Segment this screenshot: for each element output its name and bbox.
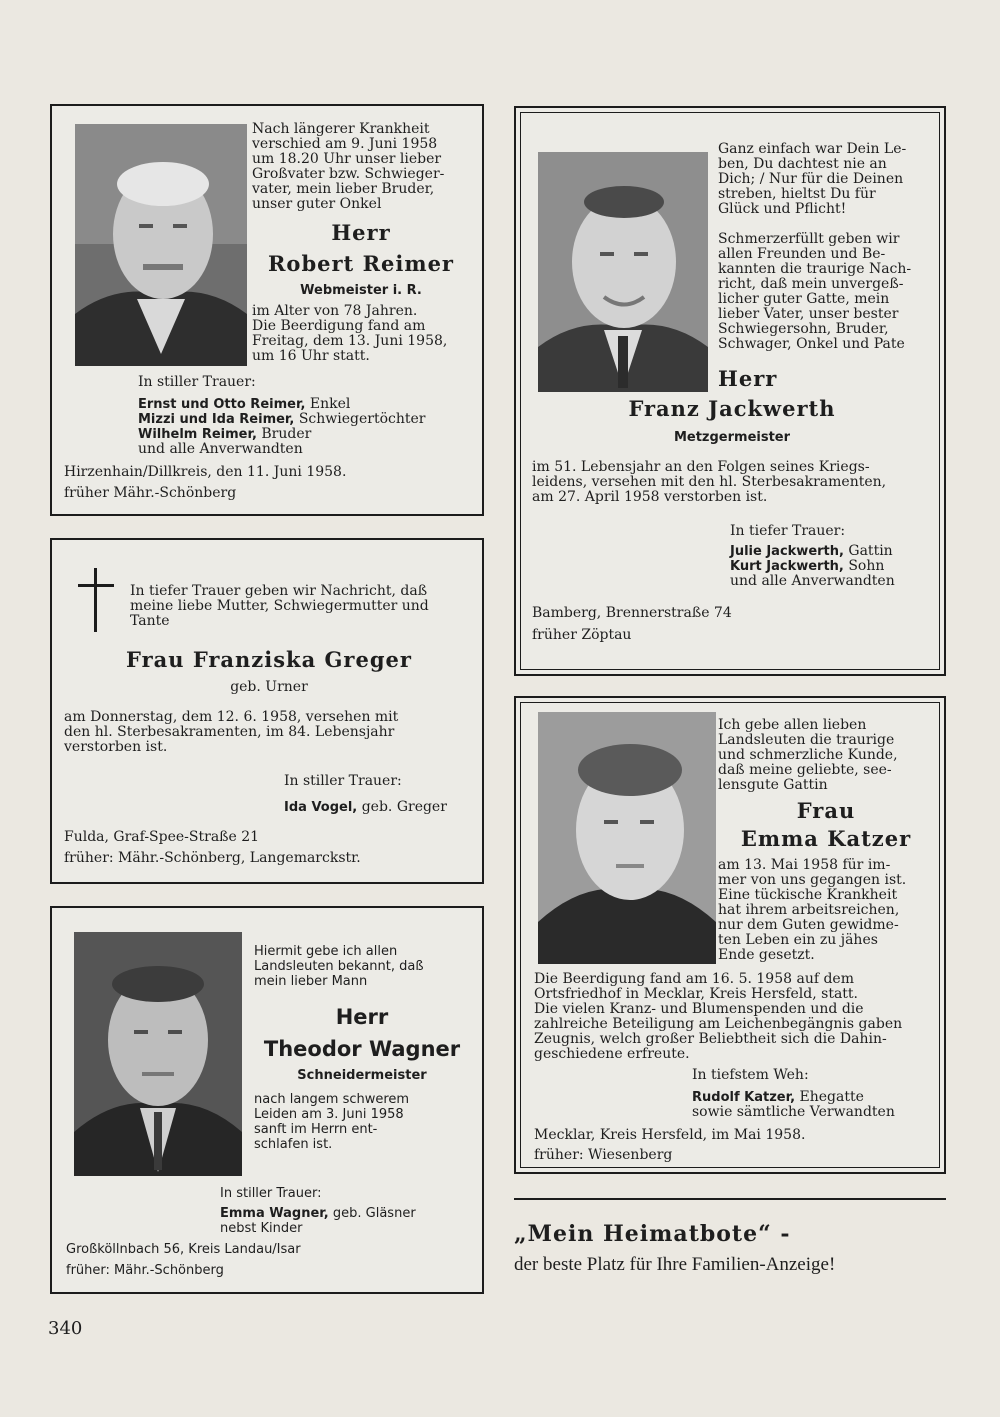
greger-intro: In tiefer Trauer geben wir Nachricht, daß meine liebe Mutter, Schwiegermutter und Tante xyxy=(130,583,429,629)
jackwerth-mourners: Julie Jackwerth, Gattin Kurt Jackwerth, Sohn und alle Anverwandten xyxy=(730,543,895,589)
katzer-details-side: am 13. Mai 1958 für im- mer von uns gegangen ist. Eine tückische Krankheit hat ihrem arbeitsreichen, nur dem Guten gewidme- ten Leben ein zu jähes Ende gesetzt. xyxy=(718,857,907,963)
wagner-profession: Schneidermeister xyxy=(297,1068,427,1083)
reimer-place-date: Hirzenhain/Dillkreis, den 11. Juni 1958. xyxy=(64,464,347,480)
wagner-intro: Hiermit gebe ich allen Landsleuten bekannt, daß mein lieber Mann xyxy=(254,944,424,989)
wagner-name: Theodor Wagner xyxy=(263,1037,461,1061)
notice-robert-reimer xyxy=(50,104,484,516)
cross-icon xyxy=(78,568,114,632)
reimer-title: Herr xyxy=(331,220,391,245)
katzer-title: Frau xyxy=(796,798,856,823)
notice-emma-katzer xyxy=(514,696,946,1174)
katzer-place-date: Mecklar, Kreis Hersfeld, im Mai 1958. xyxy=(534,1127,806,1143)
notice-theodor-wagner xyxy=(50,906,484,1294)
wagner-origin: früher: Mähr.-Schönberg xyxy=(66,1263,224,1278)
jackwerth-origin: früher Zöptau xyxy=(532,627,632,643)
reimer-mourners: Ernst und Otto Reimer, Enkel Mizzi und Ida Reimer, Schwiegertöchter Wilhelm Reimer, Bruder und alle Anverwandten xyxy=(138,396,426,457)
wagner-mourning-heading: In stiller Trauer: xyxy=(220,1186,322,1201)
jackwerth-poem: Ganz einfach war Dein Le- ben, Du dachtest nie an Dich; / Nur für die Deinen streben, hieltst Du für Glück und Pflicht! xyxy=(718,141,907,217)
jackwerth-details: im 51. Lebensjahr an den Folgen seines Kriegs- leidens, versehen mit den hl. Sterbesakramenten, am 27. April 1958 verstorben ist. xyxy=(532,459,887,505)
advert-top-rule xyxy=(514,1198,946,1200)
wagner-title: Herr xyxy=(335,1005,389,1029)
notice-franziska-greger xyxy=(50,538,484,884)
greger-mourner: Ida Vogel, geb. Greger xyxy=(284,799,447,815)
jackwerth-profession: Metzgermeister xyxy=(673,430,791,445)
photo-emma-katzer xyxy=(538,712,716,964)
wagner-details: nach langem schwerem Leiden am 3. Juni 1958 sanft im Herrn ent- schlafen ist. xyxy=(254,1092,410,1152)
reimer-details: im Alter von 78 Jahren. Die Beerdigung fand am Freitag, dem 13. Juni 1958, um 16 Uhr statt. xyxy=(252,303,448,364)
katzer-origin: früher: Wiesenberg xyxy=(534,1147,673,1163)
reimer-name: Robert Reimer xyxy=(267,251,454,276)
photo-franz-jackwerth xyxy=(538,152,708,392)
greger-name: Frau Franziska Greger xyxy=(126,647,412,672)
wagner-mourner: Emma Wagner, geb. Gläsner nebst Kinder xyxy=(220,1206,416,1236)
reimer-origin: früher Mähr.-Schönberg xyxy=(64,485,237,501)
greger-details: am Donnerstag, dem 12. 6. 1958, versehen mit den hl. Sterbesakramenten, im 84. Lebensjahr verstorben ist. xyxy=(64,709,399,755)
greger-born: geb. Urner xyxy=(230,679,308,695)
jackwerth-name: Franz Jackwerth xyxy=(628,396,836,421)
wagner-address: Großköllnbach 56, Kreis Landau/Isar xyxy=(66,1242,301,1257)
jackwerth-address: Bamberg, Brennerstraße 74 xyxy=(532,605,732,621)
katzer-name: Emma Katzer xyxy=(740,826,912,851)
reimer-intro: Nach längerer Krankheit verschied am 9. Juni 1958 um 18.20 Uhr unser lieber Großvater bzw. Schwieger- vater, mein lieber Bruder, unser guter Onkel xyxy=(252,121,445,212)
greger-origin: früher: Mähr.-Schönberg, Langemarckstr. xyxy=(64,850,361,866)
photo-robert-reimer xyxy=(75,124,247,366)
advert-headline: „Mein Heimatbote“ - xyxy=(514,1221,791,1247)
katzer-mourning-heading: In tiefstem Weh: xyxy=(692,1067,809,1083)
photo-theodor-wagner xyxy=(74,932,242,1176)
katzer-intro: Ich gebe allen lieben Landsleuten die traurige und schmerzliche Kunde, daß meine geliebte, see- lensgute Gattin xyxy=(718,717,898,793)
reimer-mourning-heading: In stiller Trauer: xyxy=(138,374,256,390)
katzer-details-full: Die Beerdigung fand am 16. 5. 1958 auf dem Ortsfriedhof in Mecklar, Kreis Hersfeld, statt. Die vielen Kranz- und Blumenspenden und die zahlreiche Beteiligung am Leichenbegängnis gaben Zeugnis, welch großer Beliebtheit sich die Dahin- geschiedene erfreute. xyxy=(534,971,903,1062)
advert-tagline: der beste Platz für Ihre Familien-Anzeige! xyxy=(514,1254,836,1275)
jackwerth-intro: Schmerzerfüllt geben wir allen Freunden und Be- kannten die traurige Nach- richt, daß mein unvergeß- licher guter Gatte, mein lieber Vater, unser bester Schwiegersohn, Bruder, Schwager, Onkel und Pate xyxy=(718,231,912,352)
jackwerth-mourning-heading: In tiefer Trauer: xyxy=(730,523,846,539)
greger-address: Fulda, Graf-Spee-Straße 21 xyxy=(64,829,260,845)
greger-mourning-heading: In stiller Trauer: xyxy=(284,773,402,789)
jackwerth-title: Herr xyxy=(718,366,778,391)
katzer-mourner: Rudolf Katzer, Ehegatte sowie sämtliche Verwandten xyxy=(692,1089,895,1120)
notice-franz-jackwerth xyxy=(514,106,946,676)
page-number: 340 xyxy=(48,1318,83,1339)
reimer-profession: Webmeister i. R. xyxy=(300,283,422,298)
